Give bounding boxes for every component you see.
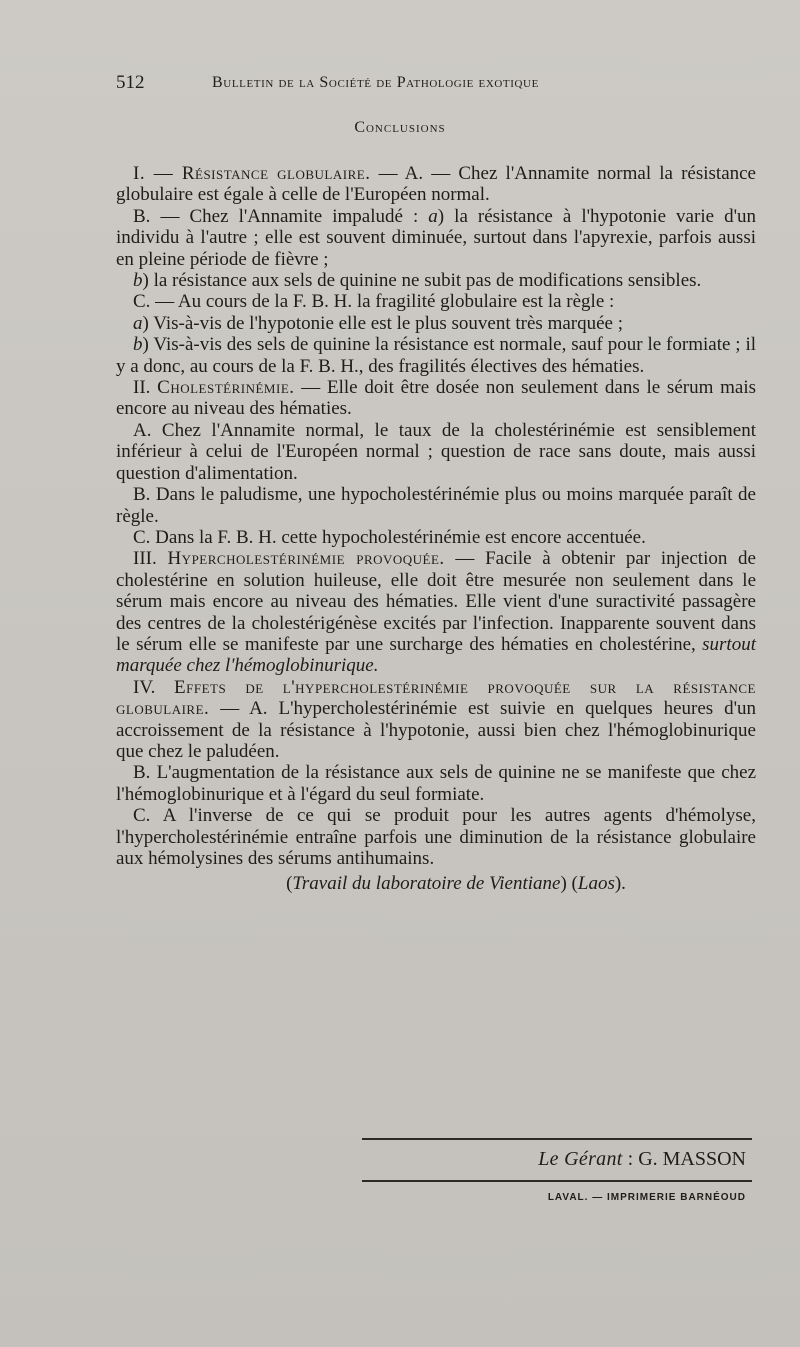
- top-rule: [362, 1138, 752, 1140]
- paragraph-6: b) Vis-à-vis des sels de quinine la résistance est normale, sauf pour le formiate ; il y a donc, au cours de la F. B. H., des fragilités électives des hématies.: [116, 334, 756, 377]
- page-number: 512: [116, 72, 145, 93]
- paragraph-4: C. — Au cours de la F. B. H. la fragilité globulaire est la règle :: [133, 291, 615, 313]
- paragraph-9: B. Dans le paludisme, une hypocholestérinémie plus ou moins marquée paraît de règle.: [116, 484, 756, 527]
- paragraph-5: a) Vis-à-vis de l'hypotonie elle est le plus souvent très marquée ;: [133, 312, 624, 334]
- printer-imprint: LAVAL. — IMPRIMERIE BARNÉOUD: [547, 1192, 746, 1203]
- paragraph-14: C. A l'inverse de ce qui se produit pour les autres agents d'hémolyse, l'hypercholestérinémie entraîne parfois une diminution de la résistance globulaire aux hémolysines des sérums antihumains.: [116, 805, 756, 869]
- paragraph-8: A. Chez l'Annamite normal, le taux de la cholestérinémie est sensiblement inférieur à celui de l'Européen normal ; question de race sans doute, mais aussi question d'alimentation.: [116, 419, 756, 484]
- article-body: [116, 163, 756, 895]
- heading-cholesterinemie: Cholestérinémie.: [157, 377, 295, 399]
- paragraph-11: III. Hypercholestérinémie provoquée. — Facile à obtenir par injection de cholestérine en solution huileuse, elle doit être mesurée non seulement dans le sérum mais encore au niveau des hématies. Elle vient d'une suractivité passagère des centres de la cholestérigénèse excités par l'infection. Inapparente souvent dans le sérum elle se manifeste par une surcharge des hématies en cholestérine, surtout marquée chez l'hémoglobinurique.: [116, 548, 756, 677]
- paragraph-1: I. — Résistance globulaire. — A. — Chez l'Annamite normal la résistance globulaire est égale à celle de l'Européen normal.: [116, 163, 756, 206]
- paragraph-12: IV. Effets de l'hypercholestérinémie provoquée sur la résistance globulaire. — A. L'hypercholestérinémie est suivie en quelques heures d'un accroissement de la résistance à l'hypotonie, aussi bien chez l'hémoglobinurique que chez le paludéen.: [116, 676, 756, 762]
- paragraph-7: II. Cholestérinémie. — Elle doit être dosée non seulement dans le sérum mais encore au niveau des hématies.: [116, 377, 756, 420]
- section-title: Conclusions: [354, 119, 446, 136]
- bottom-rule: [362, 1180, 752, 1182]
- signature-block: [362, 1138, 752, 1203]
- running-head: [116, 72, 756, 98]
- paragraph-2: B. — Chez l'Annamite impaludé : a) la résistance à l'hypotonie varie d'un individu à l'autre ; elle est souvent diminuée, surtout dans l'apyrexie, parfois aussi en pleine période de fièvre ;: [116, 205, 756, 270]
- paragraph-3: b) la résistance aux sels de quinine ne subit pas de modifications sensibles.: [133, 270, 702, 292]
- gerant-line: Le Gérant : G. MASSON: [538, 1148, 746, 1170]
- heading-hypercholesterinemie: Hypercholestérinémie provoquée.: [167, 548, 445, 570]
- heading-effets: Effets de l'hypercholestérinémie provoquée sur la résistance globulaire.: [116, 676, 756, 720]
- journal-title: Bulletin de la Société de Pathologie exotique: [212, 74, 539, 91]
- heading-resistance: I. — Résistance globulaire.: [133, 163, 371, 184]
- paragraph-13: B. L'augmentation de la résistance aux sels de quinine ne se manifeste que chez l'hémoglobinurique et à l'égard du seul formiate.: [116, 762, 756, 805]
- paragraph-10: C. Dans la F. B. H. cette hypocholestérinémie est encore accentuée.: [133, 526, 646, 548]
- closing-line: (Travail du laboratoire de Vientiane) (Laos).: [286, 873, 626, 895]
